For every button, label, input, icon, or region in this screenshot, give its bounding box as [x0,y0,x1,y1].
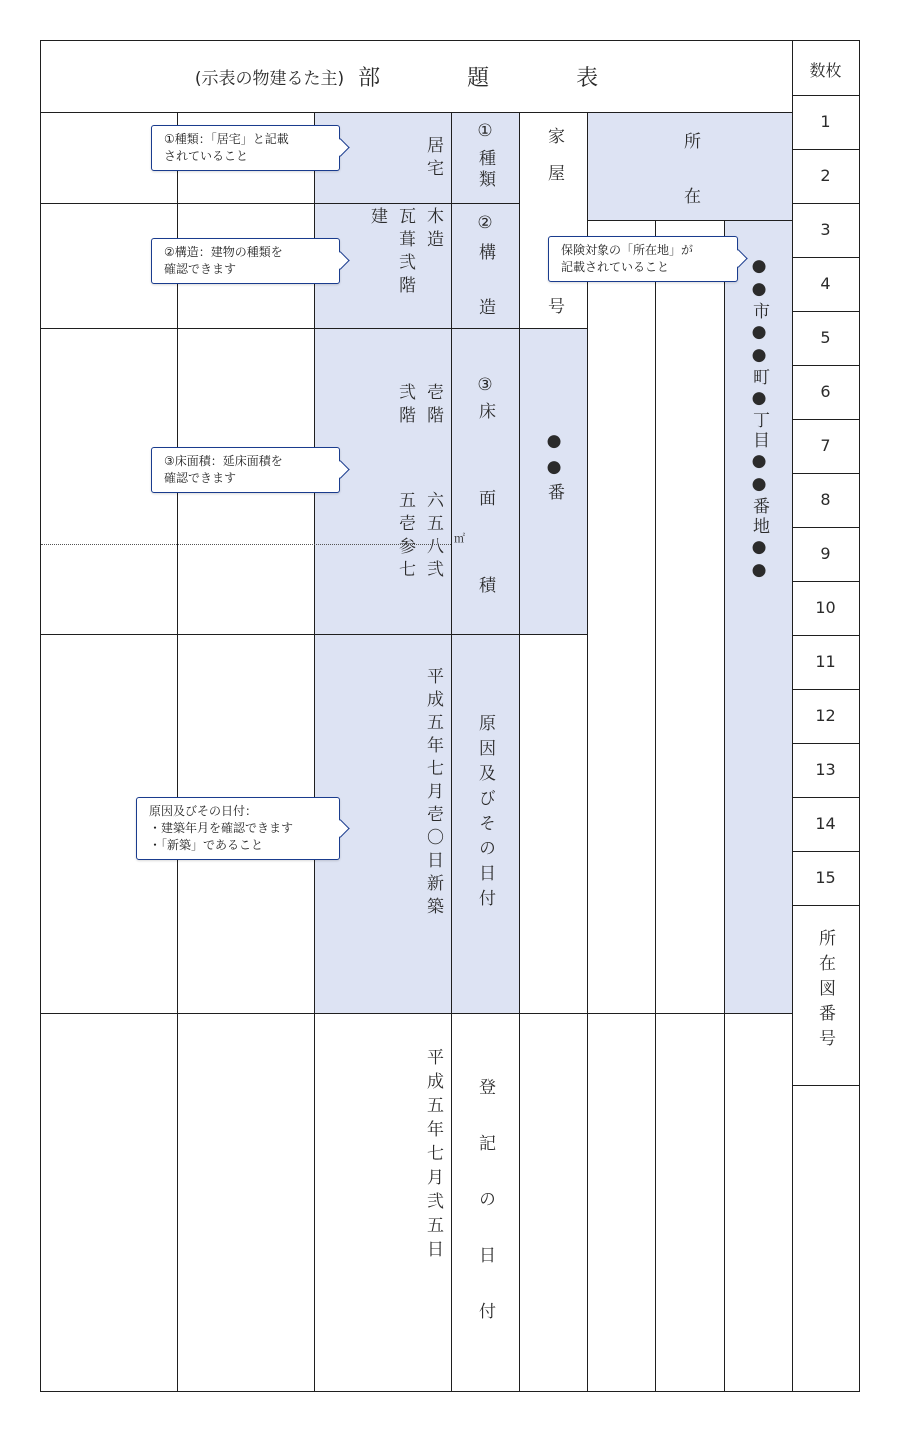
label-area: 床面積 [475,402,495,663]
label-cause: 原因及びその日付 [475,714,495,914]
row-number: 10 [815,598,836,617]
callout-area: ③床面積：延床面積を 確認できます [151,447,340,493]
label-kind-mark: ① [475,121,495,141]
label-struct-mark: ② [475,213,495,233]
value-area-floor2-label: 弐階 [395,383,415,429]
row-number: 2 [820,166,831,185]
row-number: 7 [820,436,831,455]
row-number: 11 [815,652,836,671]
row-number: 14 [815,814,836,833]
row-number: 13 [815,760,836,779]
row-number: 15 [815,868,836,887]
value-area-floor2: 五壱参七 [395,491,415,583]
form-title [41,41,792,112]
row-number: 5 [820,328,831,347]
value-area-floor1-label: 壱階 [423,383,443,429]
callout-struct: ②構造：建物の種類を 確認できます [151,238,340,284]
value-reg-date: 平成五年七月弐五日 [423,1048,443,1264]
callout-kind: ①種類：「居宅」と記載 されていること [151,125,340,171]
count-header: 数枚 [809,61,842,80]
value-area-unit: ㎡ [454,532,465,545]
label-location-a: 所 [680,132,700,149]
value-struct-col3: 建 [367,207,387,224]
value-struct-col1: 木造 [423,207,443,253]
row-number: 8 [820,490,831,509]
value-cause-date: 平成五年七月壱〇日新築 [423,667,443,920]
value-kind: 居宅 [423,136,443,182]
row-number: 6 [820,382,831,401]
row-number: 1 [820,112,831,131]
label-house-no-top: 家屋 [544,127,564,201]
dotted-divider [41,544,451,545]
label-location-b: 在 [680,187,700,204]
title-main: 部 題 表 [358,66,639,91]
location-ref-label: 所在図番号 [815,929,835,1054]
label-struct: 構造 [475,243,495,353]
callout-location: 保険対象の「所在地」が 記載されていること [548,236,738,282]
value-location: ●●市●●町●丁目●●番地●● [749,256,769,583]
label-kind: 種類 [475,149,495,191]
title-sub: (示表の物建るた主) [194,69,345,89]
row-number: 9 [820,544,831,563]
row-number: 3 [820,220,831,239]
label-registration: 登記の日付 [475,1078,495,1358]
label-area-mark: ③ [475,375,495,395]
label-house-no-bottom: 号 [544,297,564,314]
value-area-floor1: 六五八弐 [423,491,443,583]
value-struct-col2: 瓦葺弐階 [395,207,415,299]
callout-cause: 原因及びその日付： ・建築年月を確認できます ・「新築」であること [136,797,340,860]
value-house-no: ●●番 [544,431,564,506]
row-number: 4 [820,274,831,293]
row-number: 12 [815,706,836,725]
